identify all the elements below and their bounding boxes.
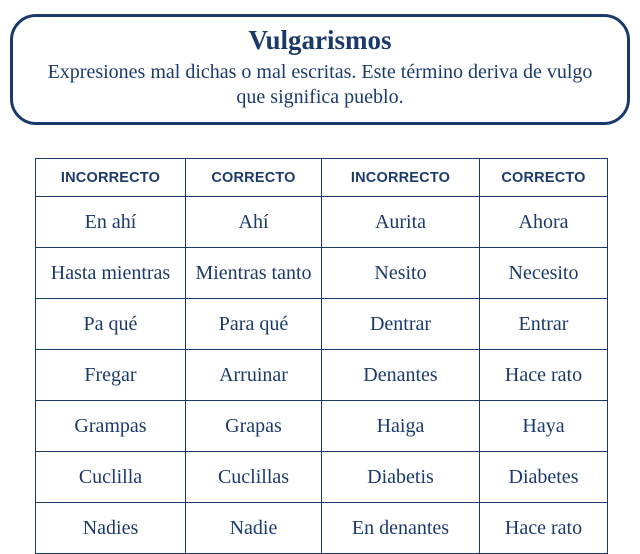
table-cell: Denantes: [322, 350, 480, 401]
vulgarismos-table: [35, 158, 608, 554]
title-banner: [10, 14, 630, 125]
table-row: [36, 350, 608, 401]
table-cell: Arruinar: [186, 350, 322, 401]
table-cell: Haiga: [322, 401, 480, 452]
table-cell: Pa qué: [36, 299, 186, 350]
table-cell: Nesito: [322, 248, 480, 299]
table-cell: Ahí: [186, 197, 322, 248]
table-row: [36, 248, 608, 299]
table-cell: Nadies: [36, 503, 186, 554]
table-cell: Nadie: [186, 503, 322, 554]
column-header-incorrecto-2: INCORRECTO: [322, 159, 480, 197]
table-row: [36, 503, 608, 554]
table-cell: Fregar: [36, 350, 186, 401]
table-cell: En ahí: [36, 197, 186, 248]
table-cell: Aurita: [322, 197, 480, 248]
table-header-row: [36, 159, 608, 197]
table-cell: Mientras tanto: [186, 248, 322, 299]
table-cell: Diabetis: [322, 452, 480, 503]
table-cell: Dentrar: [322, 299, 480, 350]
column-header-correcto-1: CORRECTO: [186, 159, 322, 197]
table-cell: Para qué: [186, 299, 322, 350]
table-row: [36, 452, 608, 503]
table-cell: Entrar: [480, 299, 608, 350]
page-subtitle: Expresiones mal dichas o mal escritas. Este término deriva de vulgo que significa pueblo.: [47, 61, 593, 109]
table-cell: Grampas: [36, 401, 186, 452]
table-cell: Hace rato: [480, 350, 608, 401]
column-header-correcto-2: CORRECTO: [480, 159, 608, 197]
page-title: Vulgarismos: [248, 25, 392, 55]
table-row: [36, 299, 608, 350]
table-cell: Necesito: [480, 248, 608, 299]
table-cell: Cuclillas: [186, 452, 322, 503]
table-cell: En denantes: [322, 503, 480, 554]
table-cell: Haya: [480, 401, 608, 452]
table-row: [36, 401, 608, 452]
table-cell: Diabetes: [480, 452, 608, 503]
table-cell: Grapas: [186, 401, 322, 452]
table-cell: Cuclilla: [36, 452, 186, 503]
table-row: [36, 197, 608, 248]
table-header: [36, 159, 608, 197]
table-cell: Hace rato: [480, 503, 608, 554]
table-cell: Ahora: [480, 197, 608, 248]
table-body: [36, 197, 608, 554]
table-cell: Hasta mientras: [36, 248, 186, 299]
vulgarismos-table-container: [35, 158, 607, 554]
column-header-incorrecto-1: INCORRECTO: [36, 159, 186, 197]
